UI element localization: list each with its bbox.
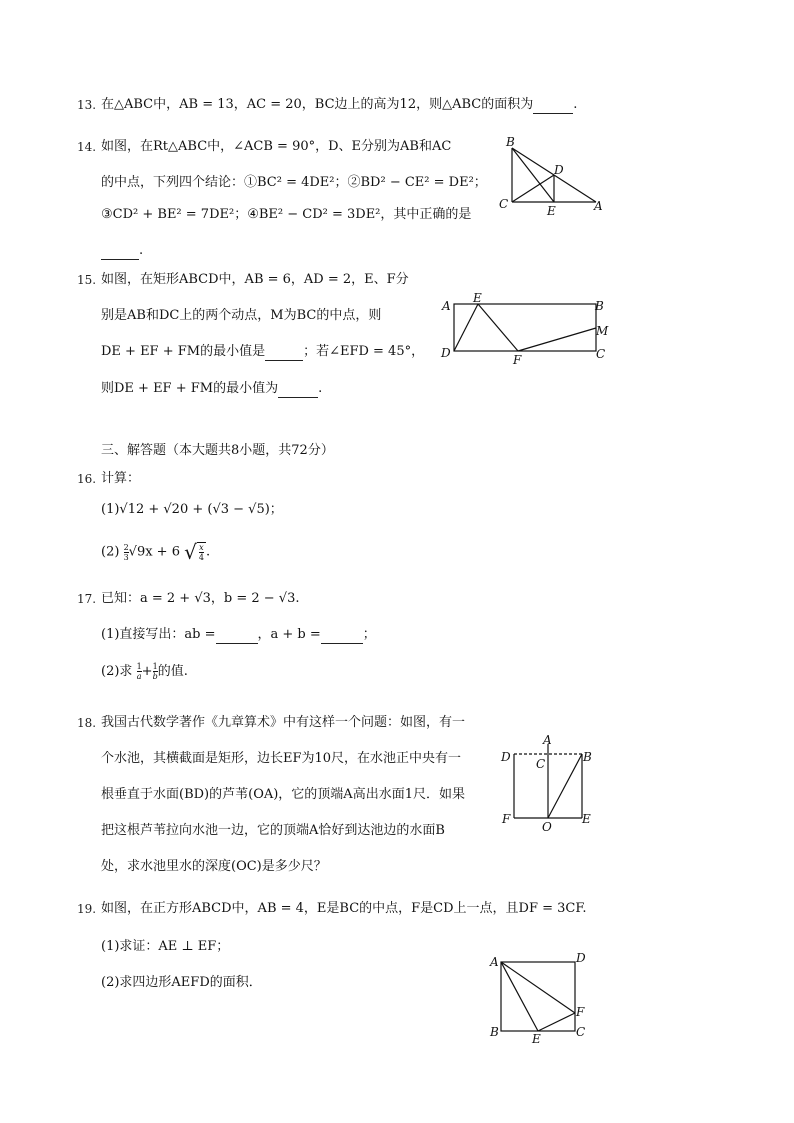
q15-line3a: DE + EF + FM的最小值是	[101, 344, 266, 359]
q18-line1: 我国古代数学著作《九章算术》中有这样一个问题：如图，有一	[101, 715, 466, 730]
q16-frac-num: 2	[123, 542, 129, 552]
q19-label-B: B	[490, 1025, 499, 1039]
q18-line2: 个水池，其横截面是矩形，边长EF为10尺，在水池正中央有一	[101, 751, 462, 766]
q17-part1-a: (1)直接写出：ab =	[101, 627, 216, 642]
q18-line3: 根垂直于水面(BD)的芦苇(OA)，它的顶端A高出水面1尺．如果	[101, 787, 465, 802]
q18-label-B: B	[583, 750, 592, 764]
q14-blank	[101, 247, 139, 260]
q17-part1-b: ，a + b =	[257, 627, 321, 642]
q15-label-A: A	[442, 299, 451, 313]
q18-line4: 把这根芦苇拉向水池一边，它的顶端A恰好到达池边的水面B	[101, 823, 445, 838]
q18-label-E: E	[582, 812, 591, 826]
q14-label-E: E	[547, 204, 556, 218]
q19-number: 19.	[77, 902, 97, 916]
q17-part2-b: 的值.	[157, 664, 188, 679]
q15-figure	[438, 290, 618, 368]
q19-label-D: D	[576, 951, 586, 965]
q15-line4	[101, 380, 322, 398]
q18-label-C: C	[536, 757, 546, 771]
q13-text	[101, 96, 577, 114]
q15-label-B: B	[595, 299, 604, 313]
q17-part1-end: ；	[362, 627, 376, 642]
q17-f2-num: 1	[152, 662, 158, 671]
q15-blank-1	[265, 348, 303, 361]
q15-label-F: F	[513, 353, 522, 367]
q19-label-E: E	[532, 1032, 541, 1046]
q17-line1: 已知：a = 2 + √3，b = 2 − √3.	[101, 591, 300, 606]
q16-part2-end: .	[205, 544, 211, 560]
q13-end: .	[573, 97, 578, 112]
q18-line5: 处，求水池里水的深度(OC)是多少尺？	[101, 859, 327, 874]
q17-part1	[101, 626, 376, 644]
q17-part2	[101, 662, 188, 681]
q18-number: 18.	[77, 716, 97, 730]
q15-line2: 别是AB和DC上的两个动点，M为BC的中点，则	[101, 308, 382, 323]
q16-rad-num: x	[199, 543, 204, 552]
q15-blank-2	[278, 385, 318, 398]
q16-part2: (2) $\frac{2}{3}$ √9x + 6 √ $\frac{x}{4}$ .	[101, 540, 211, 564]
q17-part2-a: (2)求	[101, 664, 133, 679]
q14-line3: ③CD² + BE² = 7DE²；④BE² − CD² = 3DE²，其中正确的是	[101, 207, 472, 222]
q14-number: 14.	[77, 140, 97, 154]
q18-label-A: A	[543, 733, 552, 747]
section-3-heading: 三、解答题（本大题共8小题，共72分）	[101, 443, 334, 458]
q17-plus: +	[141, 664, 153, 679]
q14-label-B: B	[506, 135, 515, 149]
q17-f1-den: a	[136, 672, 142, 681]
q15-number: 15.	[77, 273, 97, 287]
q15-line4a: 则DE + EF + FM的最小值为	[101, 381, 279, 396]
q18-figure	[496, 732, 602, 836]
q17-f2-den: b	[152, 672, 158, 681]
q16-number: 16.	[77, 472, 97, 486]
q17-f1-num: 1	[136, 662, 142, 671]
q18-label-F: F	[502, 812, 511, 826]
q19-label-A: A	[490, 955, 499, 969]
q15-label-C: C	[596, 347, 606, 361]
q19-line1: 如图，在正方形ABCD中，AB = 4，E是BC的中点，F是CD上一点，且DF = 3CF.	[101, 901, 587, 916]
q16-title: 计算：	[101, 471, 141, 486]
q14-figure	[496, 134, 608, 218]
q17-blank-1	[216, 631, 258, 644]
q19-figure	[486, 948, 596, 1048]
q16-part2-label: (2)	[101, 544, 120, 560]
q14-label-A: A	[594, 199, 603, 213]
q15-line3b: ；若∠EFD = 45°，	[303, 344, 425, 359]
q15-label-E: E	[473, 291, 482, 305]
q13-number: 13.	[77, 98, 97, 112]
q13-blank	[533, 101, 573, 114]
q19-part2: (2)求四边形AEFD的面积．	[101, 975, 262, 990]
q15-end: .	[318, 381, 323, 396]
q16-part2-mid: √9x + 6	[128, 544, 180, 560]
q15-line1: 如图，在矩形ABCD中，AB = 6，AD = 2，E、F分	[101, 272, 409, 287]
q14-label-C: C	[499, 197, 509, 211]
q19-label-F: F	[576, 1005, 585, 1019]
q17-blank-2	[321, 631, 363, 644]
q17-number: 17.	[77, 592, 97, 606]
q14-label-D: D	[554, 163, 564, 177]
q14-line1: 如图，在Rt△ABC中，∠ACB = 90°，D、E分别为AB和AC	[101, 139, 452, 154]
q18-label-O: O	[542, 820, 552, 834]
q19-part1: (1)求证：AE ⊥ EF；	[101, 939, 230, 954]
q15-label-M: M	[596, 324, 609, 338]
q14-line2: 的中点，下列四个结论：①BC² = 4DE²；②BD² − CE² = DE²；	[101, 175, 487, 190]
q18-label-D: D	[501, 750, 511, 764]
q15-line3	[101, 343, 424, 361]
q16-rad-den: 4	[198, 553, 204, 562]
q16-frac-den: 3	[123, 552, 129, 562]
q15-label-D: D	[441, 346, 451, 360]
q19-label-C: C	[576, 1025, 586, 1039]
q14-line4	[101, 242, 143, 260]
q14-end: .	[139, 243, 144, 258]
q13-stem: 在△ABC中，AB = 13，AC = 20，BC边上的高为12，则△ABC的面积为	[101, 97, 534, 112]
q16-part1: (1)√12 + √20 + (√3 − √5)；	[101, 502, 283, 517]
